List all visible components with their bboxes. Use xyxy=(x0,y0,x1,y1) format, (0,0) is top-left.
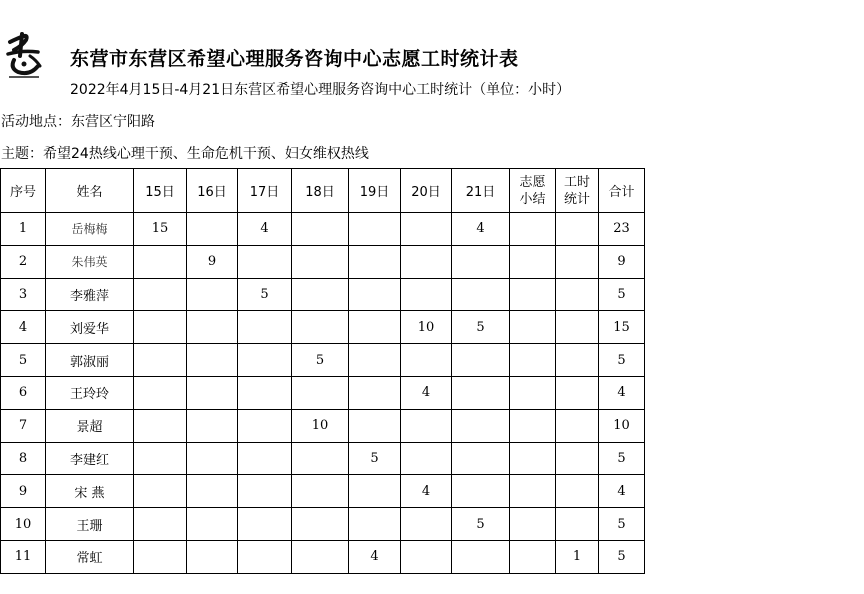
cell-day-16 xyxy=(187,508,238,541)
cell-name: 王珊 xyxy=(46,508,134,541)
cell-day-17 xyxy=(238,376,292,409)
cell-day-15 xyxy=(134,311,187,344)
cell-day-20 xyxy=(401,213,452,246)
col-header-total: 合计 xyxy=(599,169,645,213)
cell-day-21 xyxy=(452,245,510,278)
cell-volunteer-summary xyxy=(510,311,556,344)
calligraphy-zhi-logo-icon xyxy=(4,32,44,80)
cell-day-19 xyxy=(349,475,401,508)
table-row xyxy=(1,311,645,344)
cell-day-16 xyxy=(187,475,238,508)
cell-volunteer-summary xyxy=(510,278,556,311)
cell-day-20 xyxy=(401,245,452,278)
cell-total: 5 xyxy=(599,278,645,311)
cell-day-18 xyxy=(292,442,349,475)
cell-volunteer-summary xyxy=(510,409,556,442)
cell-day-15 xyxy=(134,344,187,377)
cell-name: 郭淑丽 xyxy=(46,344,134,377)
cell-total: 4 xyxy=(599,475,645,508)
cell-day-15 xyxy=(134,508,187,541)
cell-hour-stats xyxy=(556,278,599,311)
cell-day-17: 4 xyxy=(238,213,292,246)
table-row xyxy=(1,508,645,541)
cell-volunteer-summary xyxy=(510,508,556,541)
cell-day-18 xyxy=(292,508,349,541)
cell-day-15 xyxy=(134,278,187,311)
cell-day-15 xyxy=(134,540,187,573)
cell-hour-stats xyxy=(556,376,599,409)
cell-total: 5 xyxy=(599,508,645,541)
cell-index: 3 xyxy=(1,278,46,311)
cell-day-20: 10 xyxy=(401,311,452,344)
cell-day-20 xyxy=(401,278,452,311)
cell-day-18 xyxy=(292,213,349,246)
cell-day-16: 9 xyxy=(187,245,238,278)
cell-day-15 xyxy=(134,442,187,475)
cell-day-21: 4 xyxy=(452,213,510,246)
col-header-day-20: 20日 xyxy=(401,169,452,213)
col-header-day-16: 16日 xyxy=(187,169,238,213)
cell-day-16 xyxy=(187,213,238,246)
cell-index: 6 xyxy=(1,376,46,409)
cell-index: 8 xyxy=(1,442,46,475)
cell-index: 2 xyxy=(1,245,46,278)
table-row xyxy=(1,344,645,377)
page-title: 东营市东营区希望心理服务咨询中心志愿工时统计表 xyxy=(70,48,519,70)
cell-total: 5 xyxy=(599,540,645,573)
cell-total: 23 xyxy=(599,213,645,246)
cell-day-16 xyxy=(187,442,238,475)
col-header-day-19: 19日 xyxy=(349,169,401,213)
cell-volunteer-summary xyxy=(510,245,556,278)
cell-day-19 xyxy=(349,344,401,377)
cell-total: 5 xyxy=(599,344,645,377)
cell-total: 5 xyxy=(599,442,645,475)
cell-day-18 xyxy=(292,311,349,344)
col-header-day-21: 21日 xyxy=(452,169,510,213)
cell-name: 景超 xyxy=(46,409,134,442)
table-header-row xyxy=(1,169,645,213)
table-row xyxy=(1,540,645,573)
col-header-volunteer-summary: 志愿 小结 xyxy=(510,169,556,213)
cell-day-16 xyxy=(187,540,238,573)
cell-hour-stats xyxy=(556,311,599,344)
cell-day-17 xyxy=(238,540,292,573)
cell-hour-stats xyxy=(556,344,599,377)
cell-index: 11 xyxy=(1,540,46,573)
cell-day-20 xyxy=(401,540,452,573)
table-row xyxy=(1,278,645,311)
cell-name: 宋 燕 xyxy=(46,475,134,508)
activity-theme: 主题：希望24热线心理干预、生命危机干预、妇女维权热线 xyxy=(1,146,369,162)
cell-day-17 xyxy=(238,344,292,377)
cell-name: 朱伟英 xyxy=(46,245,134,278)
cell-day-20 xyxy=(401,442,452,475)
table-row xyxy=(1,409,645,442)
cell-name: 王玲玲 xyxy=(46,376,134,409)
cell-total: 4 xyxy=(599,376,645,409)
cell-day-19 xyxy=(349,311,401,344)
cell-day-18 xyxy=(292,475,349,508)
cell-day-17 xyxy=(238,409,292,442)
cell-day-19 xyxy=(349,278,401,311)
cell-total: 15 xyxy=(599,311,645,344)
cell-volunteer-summary xyxy=(510,442,556,475)
cell-day-15: 15 xyxy=(134,213,187,246)
cell-day-17 xyxy=(238,311,292,344)
cell-day-21 xyxy=(452,475,510,508)
col-header-day-15: 15日 xyxy=(134,169,187,213)
table-row xyxy=(1,245,645,278)
cell-day-20 xyxy=(401,409,452,442)
cell-hour-stats: 1 xyxy=(556,540,599,573)
col-header-hour-stats: 工时 统计 xyxy=(556,169,599,213)
cell-day-16 xyxy=(187,344,238,377)
cell-day-19 xyxy=(349,376,401,409)
cell-day-18: 10 xyxy=(292,409,349,442)
cell-hour-stats xyxy=(556,409,599,442)
cell-day-18 xyxy=(292,540,349,573)
cell-index: 7 xyxy=(1,409,46,442)
cell-day-17 xyxy=(238,442,292,475)
cell-name: 李雅萍 xyxy=(46,278,134,311)
table-row xyxy=(1,442,645,475)
cell-day-16 xyxy=(187,278,238,311)
cell-day-16 xyxy=(187,376,238,409)
cell-index: 1 xyxy=(1,213,46,246)
cell-hour-stats xyxy=(556,508,599,541)
cell-day-21 xyxy=(452,278,510,311)
cell-hour-stats xyxy=(556,213,599,246)
cell-day-17 xyxy=(238,508,292,541)
page-subtitle: 2022年4月15日-4月21日东营区希望心理服务咨询中心工时统计（单位：小时） xyxy=(70,82,571,98)
cell-day-19 xyxy=(349,245,401,278)
cell-day-21 xyxy=(452,344,510,377)
cell-day-17 xyxy=(238,475,292,508)
cell-day-19 xyxy=(349,213,401,246)
cell-hour-stats xyxy=(556,442,599,475)
volunteer-hours-table xyxy=(0,168,645,574)
cell-volunteer-summary xyxy=(510,376,556,409)
cell-day-17: 5 xyxy=(238,278,292,311)
cell-day-19: 4 xyxy=(349,540,401,573)
cell-day-15 xyxy=(134,409,187,442)
cell-volunteer-summary xyxy=(510,213,556,246)
cell-day-20 xyxy=(401,508,452,541)
cell-day-19 xyxy=(349,409,401,442)
cell-day-17 xyxy=(238,245,292,278)
cell-index: 5 xyxy=(1,344,46,377)
cell-day-19: 5 xyxy=(349,442,401,475)
cell-total: 10 xyxy=(599,409,645,442)
cell-day-21 xyxy=(452,442,510,475)
col-header-day-17: 17日 xyxy=(238,169,292,213)
cell-day-16 xyxy=(187,311,238,344)
cell-day-21: 5 xyxy=(452,311,510,344)
table-row xyxy=(1,376,645,409)
cell-day-19 xyxy=(349,508,401,541)
cell-day-18: 5 xyxy=(292,344,349,377)
cell-day-20: 4 xyxy=(401,376,452,409)
cell-day-21 xyxy=(452,540,510,573)
cell-day-21: 5 xyxy=(452,508,510,541)
cell-day-20: 4 xyxy=(401,475,452,508)
cell-volunteer-summary xyxy=(510,540,556,573)
cell-volunteer-summary xyxy=(510,475,556,508)
table-row xyxy=(1,213,645,246)
col-header-day-18: 18日 xyxy=(292,169,349,213)
cell-index: 4 xyxy=(1,311,46,344)
cell-day-15 xyxy=(134,475,187,508)
cell-hour-stats xyxy=(556,475,599,508)
col-header-name: 姓名 xyxy=(46,169,134,213)
cell-index: 10 xyxy=(1,508,46,541)
table-row xyxy=(1,475,645,508)
cell-day-15 xyxy=(134,245,187,278)
cell-hour-stats xyxy=(556,245,599,278)
cell-index: 9 xyxy=(1,475,46,508)
cell-name: 岳梅梅 xyxy=(46,213,134,246)
cell-name: 常虹 xyxy=(46,540,134,573)
cell-day-16 xyxy=(187,409,238,442)
cell-day-21 xyxy=(452,409,510,442)
col-header-index: 序号 xyxy=(1,169,46,213)
cell-day-18 xyxy=(292,245,349,278)
cell-volunteer-summary xyxy=(510,344,556,377)
cell-day-15 xyxy=(134,376,187,409)
activity-location: 活动地点：东营区宁阳路 xyxy=(1,114,155,130)
cell-name: 刘爱华 xyxy=(46,311,134,344)
cell-day-18 xyxy=(292,278,349,311)
cell-total: 9 xyxy=(599,245,645,278)
cell-name: 李建红 xyxy=(46,442,134,475)
cell-day-18 xyxy=(292,376,349,409)
cell-day-20 xyxy=(401,344,452,377)
cell-day-21 xyxy=(452,376,510,409)
